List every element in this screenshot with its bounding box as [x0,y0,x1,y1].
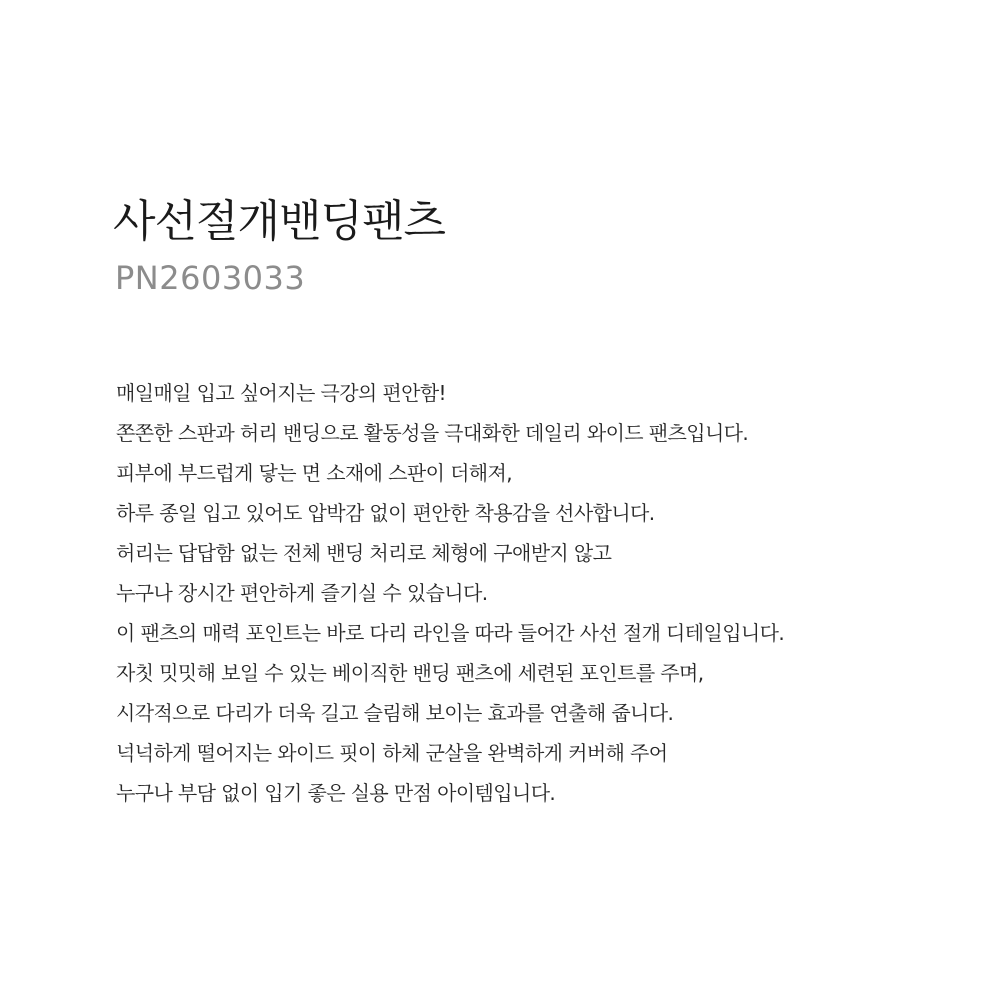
description-line: 매일매일 입고 싶어지는 극강의 편안함! [116,381,446,405]
description-line: 허리는 답답함 없는 전체 밴딩 처리로 체형에 구애받지 않고 [116,541,612,565]
description-line: 피부에 부드럽게 닿는 면 소재에 스판이 더해져, [116,461,512,485]
description-line: 누구나 부담 없이 입기 좋은 실용 만점 아이템입니다. [116,781,556,805]
description-line: 누구나 장시간 편안하게 즐기실 수 있습니다. [116,581,488,605]
description-line: 쫀쫀한 스판과 허리 밴딩으로 활동성을 극대화한 데일리 와이드 팬츠입니다. [116,421,749,445]
description-line: 넉넉하게 떨어지는 와이드 핏이 하체 군살을 완벽하게 커버해 주어 [116,741,668,765]
description-line: 이 팬츠의 매력 포인트는 바로 다리 라인을 따라 들어간 사선 절개 디테일입니다. [116,621,785,645]
description-line: 자칫 밋밋해 보일 수 있는 베이직한 밴딩 팬츠에 세련된 포인트를 주며, [116,661,704,685]
product-description [116,373,976,813]
product-title: 사선절개밴딩팬츠 [113,196,446,247]
description-line: 하루 종일 입고 있어도 압박감 없이 편안한 착용감을 선사합니다. [116,501,655,525]
product-code: PN2603033 [115,259,306,297]
description-line: 시각적으로 다리가 더욱 길고 슬림해 보이는 효과를 연출해 줍니다. [116,701,674,725]
